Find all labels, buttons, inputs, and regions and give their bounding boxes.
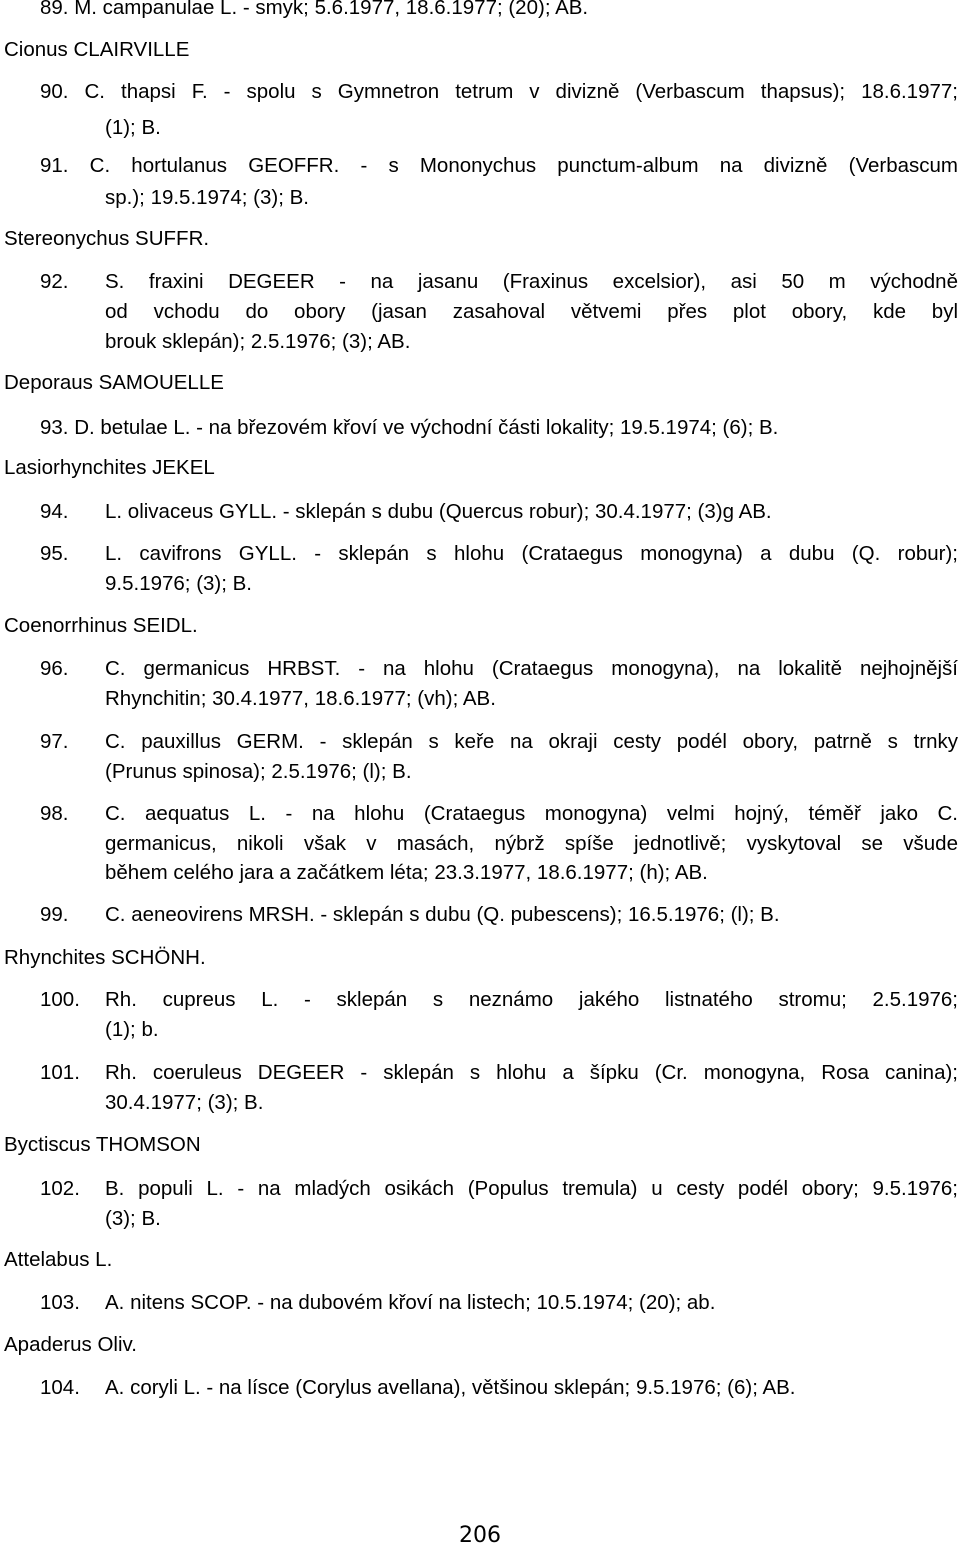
genus-heading: Rhynchites SCHÖNH. [4, 946, 206, 969]
entry-92-continued: brouk sklepán); 2.5.1976; (3); AB. [105, 330, 411, 353]
genus-heading: Attelabus L. [4, 1248, 113, 1271]
entry-90: 90. C. thapsi F. - spolu s Gymnetron tetrum v divizně (Verbascum thapsus); 18.6.1977; [40, 80, 958, 103]
entry-98-continued: germanicus, nikoli však v masách, nýbrž spíše jednotlivě; vyskytoval se všude [105, 832, 958, 855]
page-number: 206 [459, 1523, 501, 1548]
genus-heading: Apaderus Oliv. [4, 1333, 137, 1356]
entry-97-continued: (Prunus spinosa); 2.5.1976; (l); B. [105, 760, 412, 783]
entry-number: 99. [40, 903, 69, 926]
entry-102: B. populi L. - na mladých osikách (Populus tremula) u cesty podél obory; 9.5.1976; [105, 1177, 958, 1200]
entry-95-continued: 9.5.1976; (3); B. [105, 572, 253, 595]
genus-heading: Stereonychus SUFFR. [4, 227, 210, 250]
entry-98-continued: během celého jara a začátkem léta; 23.3.1977, 18.6.1977; (h); AB. [105, 861, 708, 884]
entry-number: 97. [40, 730, 69, 753]
entry-104: A. coryli L. - na lísce (Corylus avellana), většinou sklepán; 9.5.1976; (6); AB. [105, 1376, 796, 1399]
entry-101: Rh. coeruleus DEGEER - sklepán s hlohu a šípku (Cr. monogyna, Rosa canina); [105, 1061, 958, 1084]
entry-number: 92. [40, 270, 69, 293]
entry-93: 93. D. betulae L. - na březovém křoví ve východní části lokality; 19.5.1974; (6); B. [40, 416, 779, 439]
entry-101-continued: 30.4.1977; (3); B. [105, 1091, 264, 1114]
entry-91-continued: sp.); 19.5.1974; (3); B. [105, 186, 309, 209]
entry-98: C. aequatus L. - na hlohu (Crataegus monogyna) velmi hojný, téměř jako C. [105, 802, 958, 825]
entry-94: L. olivaceus GYLL. - sklepán s dubu (Quercus robur); 30.4.1977; (3)g AB. [105, 500, 772, 523]
entry-95: L. cavifrons GYLL. - sklepán s hlohu (Crataegus monogyna) a dubu (Q. robur); [105, 542, 958, 565]
entry-number: 94. [40, 500, 69, 523]
entry-100: Rh. cupreus L. - sklepán s neznámo jakého listnatého stromu; 2.5.1976; [105, 988, 958, 1011]
entry-91: 91. C. hortulanus GEOFFR. - s Mononychus punctum-album na divizně (Verbascum [40, 154, 958, 177]
genus-heading: Byctiscus THOMSON [4, 1133, 201, 1156]
entry-97: C. pauxillus GERM. - sklepán s keře na okraji cesty podél obory, patrně s trnky [105, 730, 958, 753]
entry-number: 101. [40, 1061, 80, 1084]
entry-99: C. aeneovirens MRSH. - sklepán s dubu (Q. pubescens); 16.5.1976; (l); B. [105, 903, 780, 926]
entry-103: A. nitens SCOP. - na dubovém křoví na listech; 10.5.1974; (20); ab. [105, 1291, 716, 1314]
genus-heading: Cionus CLAIRVILLE [4, 38, 190, 61]
entry-96: C. germanicus HRBST. - na hlohu (Crataegus monogyna), na lokalitě nejhojnější [105, 657, 958, 680]
entry-89: 89. M. campanulae L. - smyk; 5.6.1977, 18.6.1977; (20); AB. [40, 0, 589, 19]
entry-102-continued: (3); B. [105, 1207, 161, 1230]
entry-number: 100. [40, 988, 80, 1011]
entry-number: 96. [40, 657, 69, 680]
genus-heading: Deporaus SAMOUELLE [4, 371, 224, 394]
genus-heading: Lasiorhynchites JEKEL [4, 456, 215, 479]
entry-100-continued: (1); b. [105, 1018, 159, 1041]
entry-92-continued: od vchodu do obory (jasan zasahoval větvemi přes plot obory, kde byl [105, 300, 958, 323]
entry-number: 103. [40, 1291, 80, 1314]
entry-96-continued: Rhynchitin; 30.4.1977, 18.6.1977; (vh); AB. [105, 687, 496, 710]
entry-number: 104. [40, 1376, 80, 1399]
entry-number: 95. [40, 542, 69, 565]
entry-90-continued: (1); B. [105, 116, 161, 139]
entry-92: S. fraxini DEGEER - na jasanu (Fraxinus excelsior), asi 50 m východně [105, 270, 958, 293]
entry-number: 102. [40, 1177, 80, 1200]
genus-heading: Coenorrhinus SEIDL. [4, 614, 198, 637]
entry-number: 98. [40, 802, 69, 825]
